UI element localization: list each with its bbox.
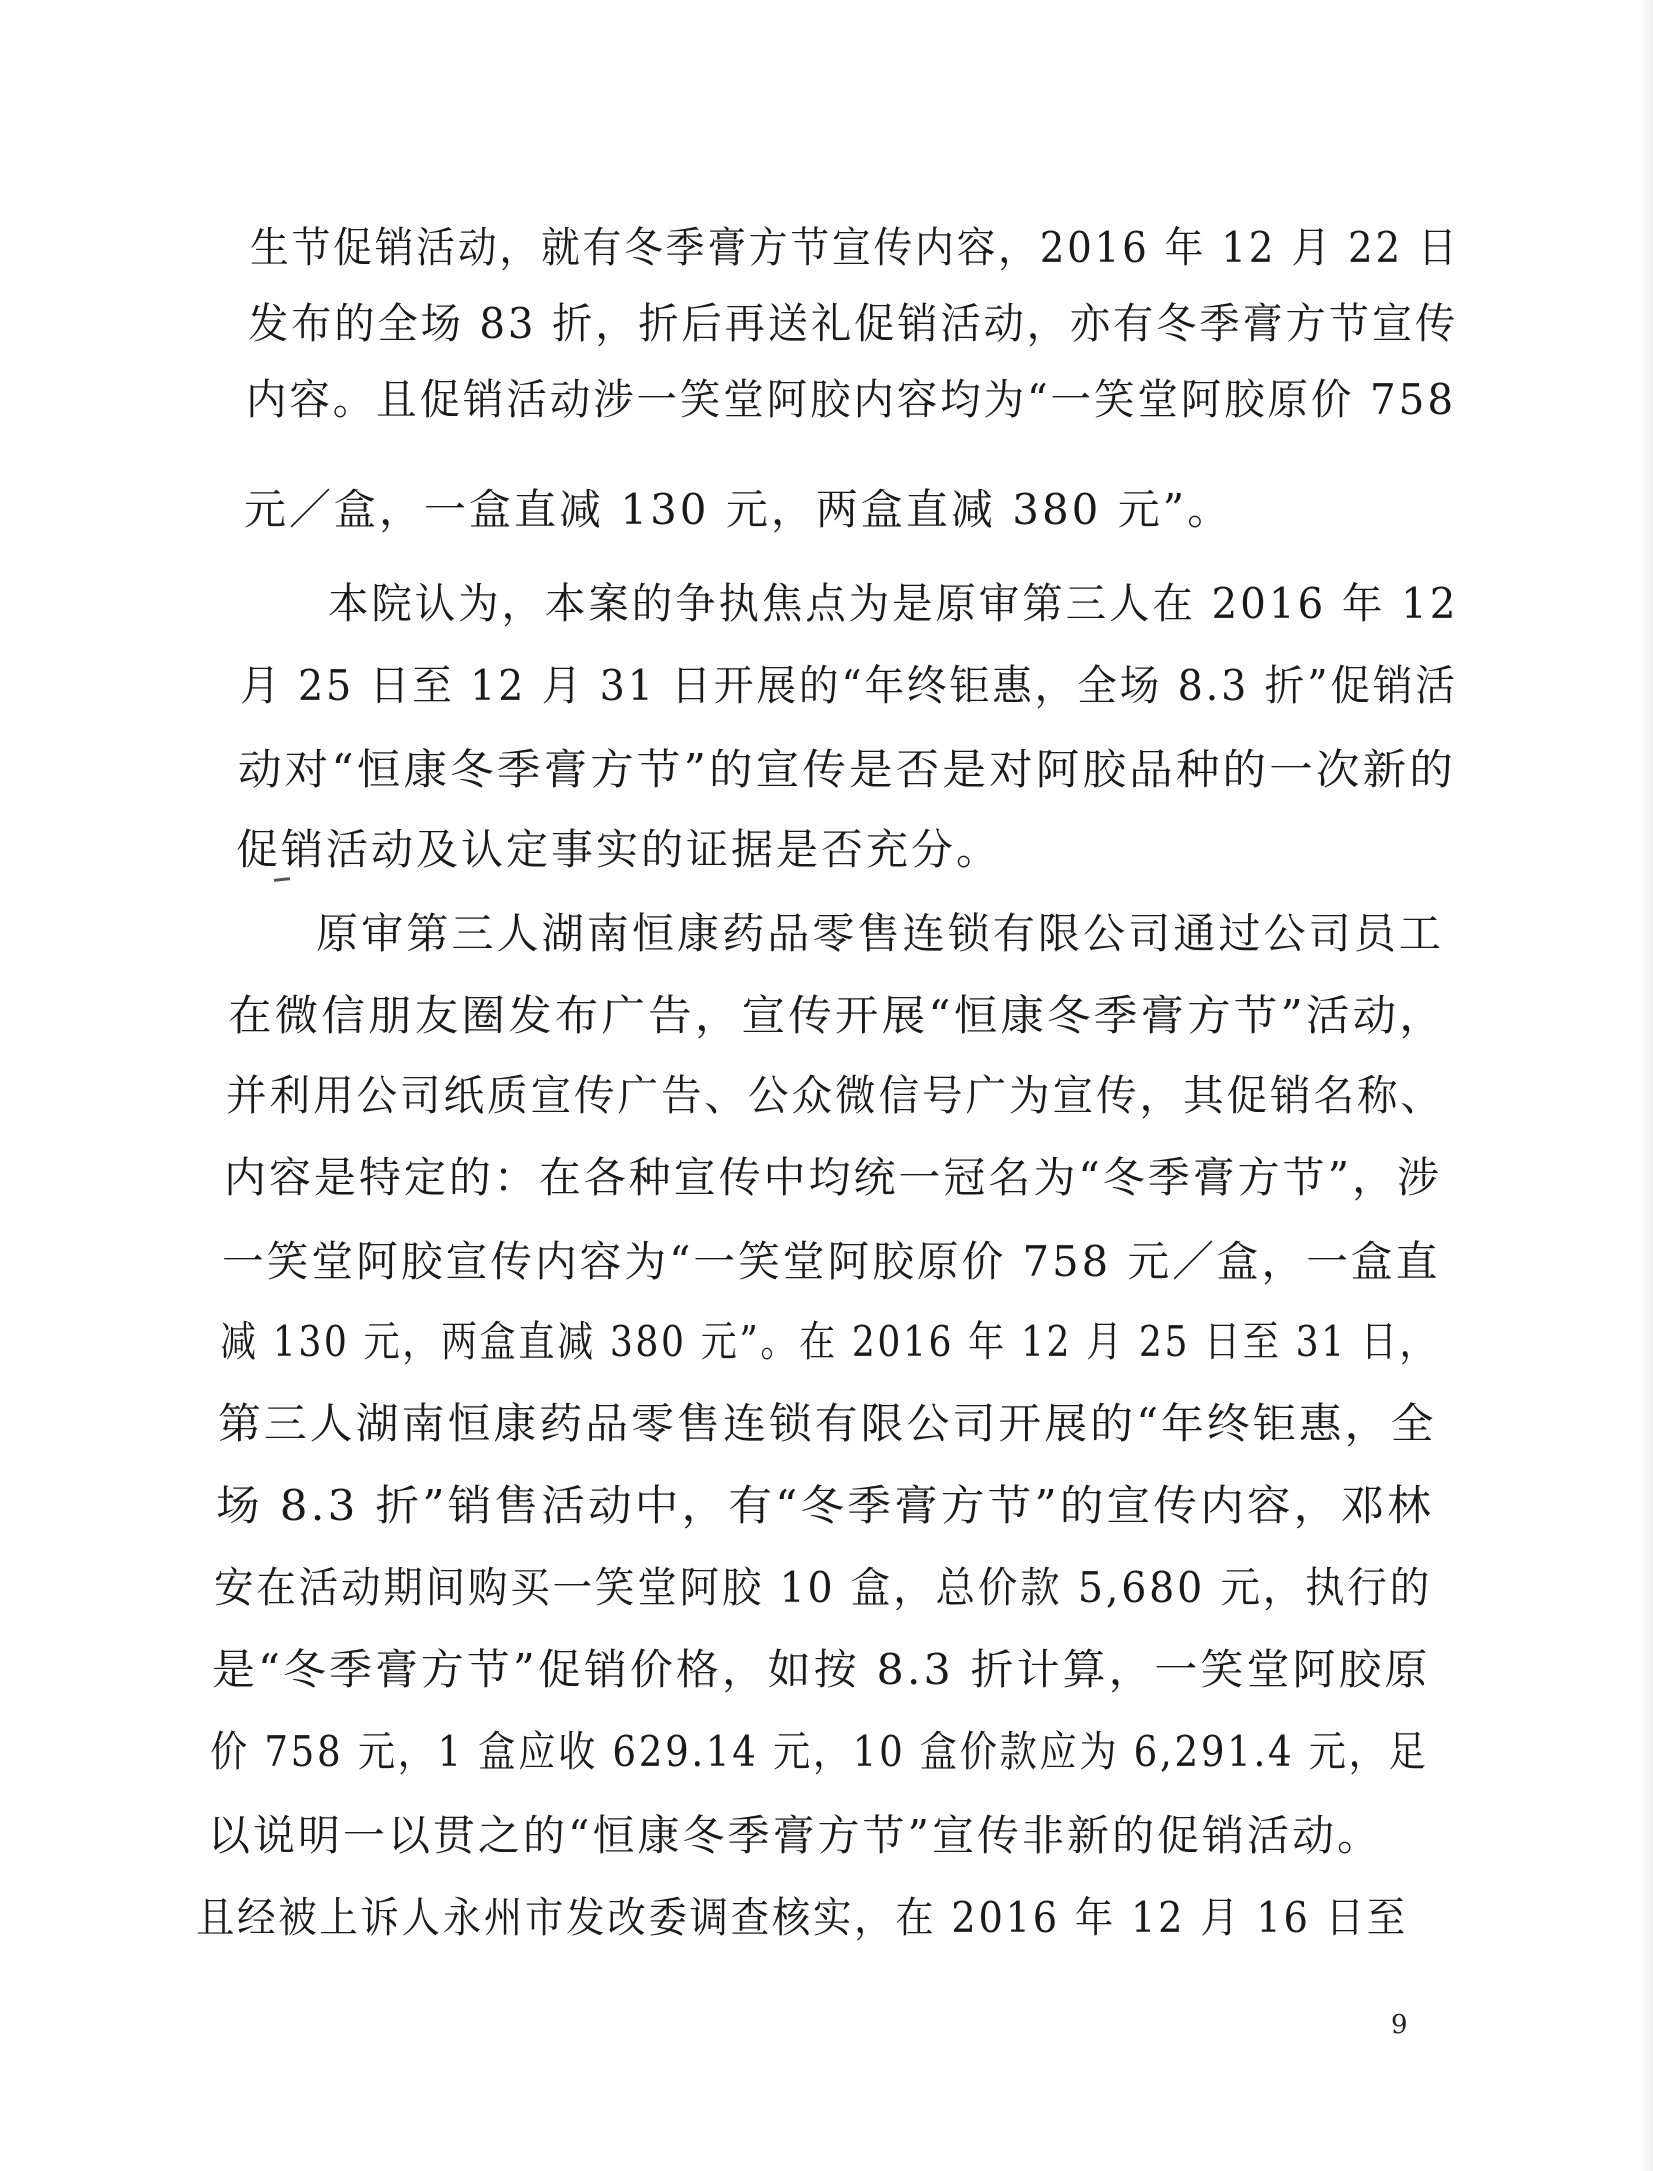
text-line: 一笑堂阿胶宣传内容为“一笑堂阿胶原价 758 元／盒，一盒直 xyxy=(222,1237,1441,1286)
text-line: 安在活动期间购买一笑堂阿胶 10 盒，总价款 5,680 元，执行的 xyxy=(214,1563,1433,1612)
text-line: 内容是特定的：在各种宣传中均统一冠名为“冬季膏方节”，涉 xyxy=(224,1153,1442,1202)
text-line: 第三人湖南恒康药品零售连锁有限公司开展的“年终钜惠，全 xyxy=(218,1399,1437,1448)
text-line: 生节促销活动，就有冬季膏方节宣传内容，2016 年 12 月 22 日 xyxy=(250,223,1460,272)
text-line: 本院认为，本案的争执焦点为是原审第三人在 2016 年 12 xyxy=(328,579,1459,628)
text-line: 在微信朋友圈发布广告，宣传开展“恒康冬季膏方节”活动， xyxy=(228,991,1446,1040)
text-line: 原审第三人湖南恒康药品零售连锁有限公司通过公司员工 xyxy=(316,909,1445,958)
text-line: 是“冬季膏方节”促销价格，如按 8.3 折计算，一笑堂阿胶原 xyxy=(212,1645,1431,1694)
text-line: 发布的全场 83 折，折后再送礼促销活动，亦有冬季膏方节宣传 xyxy=(248,299,1459,348)
text-line: 元／盒，一盒直减 130 元，两盒直减 380 元”。 xyxy=(244,485,1233,534)
text-line: 以说明一以贯之的“恒康冬季膏方节”宣传非新的促销活动。 xyxy=(208,1811,1382,1860)
text-line: 内容。且促销活动涉一笑堂阿胶内容均为“一笑堂阿胶原价 758 xyxy=(246,375,1456,424)
text-line: 促销活动及认定事实的证据是否充分。 xyxy=(236,825,1002,874)
text-line: 场 8.3 折”销售活动中，有“冬季膏方节”的宣传内容，邓林 xyxy=(216,1481,1434,1530)
text-line: 月 25 日至 12 月 31 日开展的“年终钜惠，全场 8.3 折”促销活 xyxy=(240,661,1458,710)
text-line: 价 758 元，1 盒应收 629.14 元，10 盒价款应为 6,291.4 元，足 xyxy=(210,1727,1429,1776)
page-number: 9 xyxy=(1391,2010,1408,2040)
text-line: 且经被上诉人永州市发改委调查核实，在 2016 年 12 月 16 日至 xyxy=(196,1893,1408,1942)
scan-mark xyxy=(274,877,290,882)
text-line: 并利用公司纸质宣传广告、公众微信号广为宣传，其促销名称、 xyxy=(226,1071,1445,1120)
text-line: 减 130 元，两盒直减 380 元”。在 2016 年 12 月 25 日至 31 日， xyxy=(220,1317,1439,1366)
scan-shadow xyxy=(1639,0,1653,2171)
text-line: 动对“恒康冬季膏方节”的宣传是否是对阿胶品种的一次新的 xyxy=(238,745,1456,794)
